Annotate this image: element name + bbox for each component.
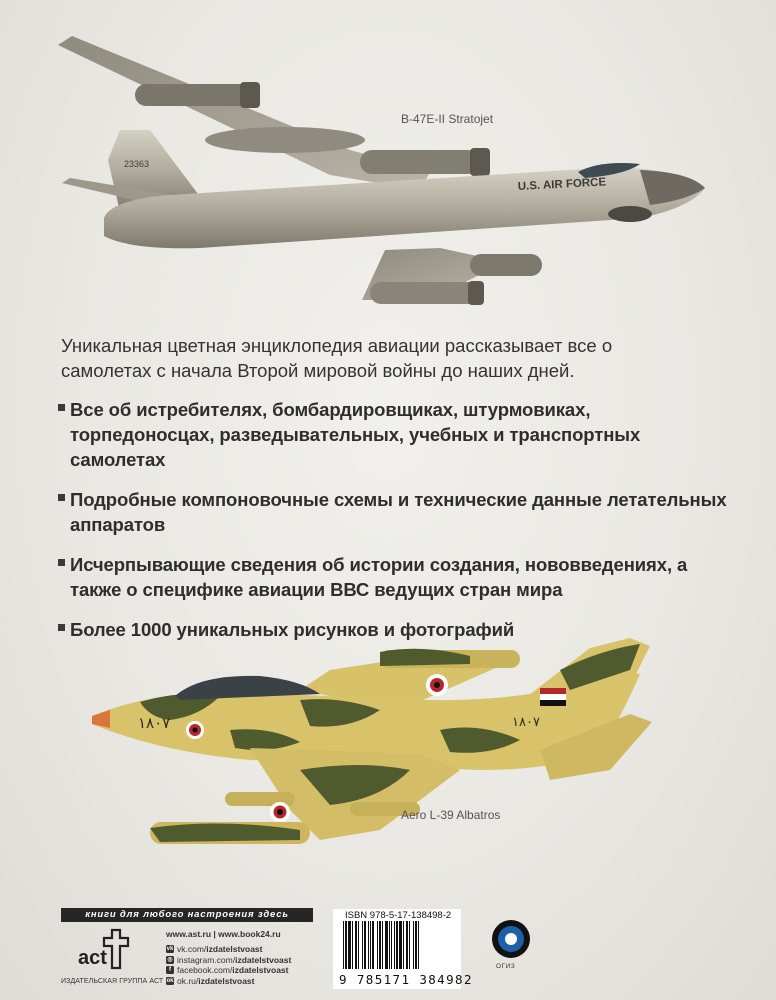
- isbn-number: ISBN 978-5-17-138498-2: [345, 910, 452, 921]
- social-prefix: facebook.com/: [177, 965, 233, 976]
- barcode-bar: [358, 921, 359, 969]
- barcode-bar: [403, 921, 404, 969]
- barcode-bar: [362, 921, 363, 969]
- barcode-bar: [406, 921, 408, 969]
- facebook-icon: f: [166, 966, 174, 974]
- social-handle: izdatelstvoast: [235, 954, 292, 965]
- social-handle: izdatelstvoast: [198, 975, 255, 986]
- barcode-bar: [379, 921, 381, 969]
- ast-logo: [76, 928, 146, 970]
- social-link-instagram[interactable]: [166, 955, 326, 966]
- b47-tail-number: 23363: [124, 159, 150, 169]
- odnoklassniki-icon: ok: [166, 977, 174, 984]
- barcode-bar: [345, 921, 347, 969]
- ogiz-logo: [489, 917, 533, 961]
- ast-logo-text: act: [78, 947, 107, 969]
- barcode-bar: [413, 921, 414, 969]
- feature-item: [58, 552, 738, 602]
- imprint-name: ОГИЗ: [496, 963, 516, 970]
- barcode-bar: [389, 921, 390, 969]
- barcode-bar: [385, 921, 388, 969]
- b47-stratojet-image: [0, 0, 776, 330]
- barcode-bar: [364, 921, 366, 969]
- publisher-slogan: книги для любого настроения здесь: [61, 908, 313, 922]
- social-prefix: ok.ru/: [177, 975, 199, 986]
- barcode-bar: [377, 921, 378, 969]
- barcode-bar: [352, 921, 353, 969]
- barcode-bar: [394, 921, 395, 969]
- barcode-bar: [391, 921, 392, 969]
- intro-paragraph: Уникальная цветная энциклопедия авиации рассказывает все о самолетах с начала Второй мировой войны до наших дней.: [61, 335, 613, 381]
- barcode-bar: [355, 921, 357, 969]
- l39-nose-number: ١٨٠٧: [138, 714, 171, 732]
- barcode-bar: [348, 921, 351, 969]
- social-prefix: instagram.com/: [177, 954, 236, 965]
- publisher-sites[interactable]: www.ast.ru | www.book24.ru: [166, 929, 281, 939]
- barcode-bars: [339, 921, 457, 971]
- feature-item: [58, 397, 738, 472]
- publisher-name: ИЗДАТЕЛЬСКАЯ ГРУППА АСТ: [61, 978, 164, 985]
- barcode-bar: [396, 921, 398, 969]
- social-link-facebook[interactable]: [166, 965, 326, 976]
- social-handle: izdatelstvoast: [206, 944, 263, 955]
- social-link-odnoklassniki[interactable]: [166, 976, 326, 987]
- barcode-bar: [418, 921, 419, 969]
- bullet-square: [58, 404, 65, 411]
- l39-tail-number: ١٨٠٧: [512, 715, 540, 730]
- l39-albatros-image: [0, 630, 776, 870]
- barcode-bar: [399, 921, 402, 969]
- barcode-bar: [343, 921, 344, 969]
- barcode-bar: [415, 921, 417, 969]
- instagram-icon: ◎: [167, 956, 173, 963]
- social-prefix: vk.com/: [177, 944, 207, 955]
- social-link-vk[interactable]: [166, 944, 326, 955]
- barcode-bar: [409, 921, 410, 969]
- b47-caption: B-47E-II Stratojet: [401, 112, 494, 126]
- feature-list: [58, 397, 738, 657]
- barcode-bar: [368, 921, 369, 969]
- l39-caption: Aero L-39 Albatros: [401, 808, 501, 822]
- barcode-bar: [372, 921, 374, 969]
- bullet-square: [58, 494, 65, 501]
- bullet-square: [58, 559, 65, 566]
- vk-icon: vk: [166, 946, 174, 953]
- feature-text: Исчерпывающие сведения об истории создания, нововведениях, а также о специфике авиации ВВС ведущих стран мира: [70, 554, 688, 600]
- ean-number: 9 785171 384982: [339, 972, 473, 987]
- feature-item: [58, 487, 738, 537]
- feature-text: Более 1000 уникальных рисунков и фотографий: [70, 619, 515, 640]
- barcode-bar: [382, 921, 383, 969]
- b47-fuselage-marking: U.S. AIR FORCE: [517, 176, 607, 193]
- feature-text: Все об истребителях, бомбардировщиках, штурмовиках, торпедоносцах, разведывательных, учебных и транспортных самолетах: [70, 399, 641, 470]
- feature-text: Подробные компоновочные схемы и технические данные летательных аппаратов: [70, 489, 727, 535]
- publisher-links: [166, 929, 326, 986]
- social-handle: izdatelstvoast: [232, 965, 289, 976]
- barcode-bar: [370, 921, 371, 969]
